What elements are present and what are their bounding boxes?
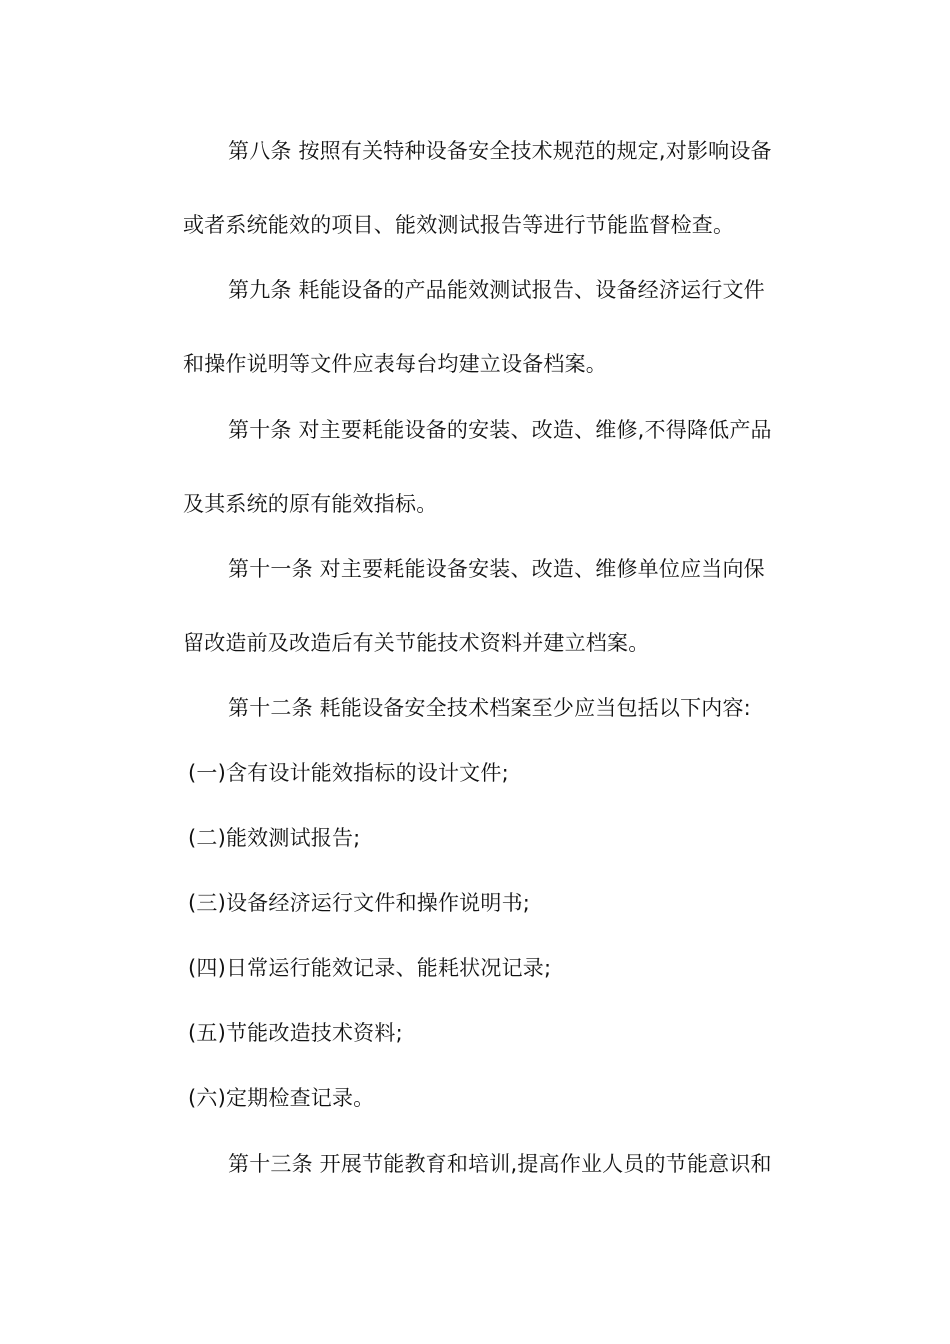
article-9-line-1: 第九条 耗能设备的产品能效测试报告、设备经济运行文件 — [228, 278, 765, 302]
article-13-line-1: 第十三条 开展节能教育和培训,提高作业人员的节能意识和 — [228, 1152, 772, 1176]
article-11-line-2: 留改造前及改造后有关节能技术资料并建立档案。 — [183, 631, 650, 655]
list-item: (三)设备经济运行文件和操作说明书; — [188, 891, 531, 915]
article-11-line-1: 第十一条 对主要耗能设备安装、改造、维修单位应当向保 — [228, 557, 765, 581]
article-10-line-1: 第十条 对主要耗能设备的安装、改造、维修,不得降低产品 — [228, 418, 772, 442]
list-item: (六)定期检查记录。 — [188, 1086, 375, 1110]
article-12-line-1: 第十二条 耗能设备安全技术档案至少应当包括以下内容: — [228, 696, 751, 720]
list-item: (五)节能改造技术资料; — [188, 1021, 403, 1045]
article-9-line-2: 和操作说明等文件应表每台均建立设备档案。 — [183, 352, 607, 376]
list-item: (二)能效测试报告; — [188, 826, 361, 850]
article-10-line-2: 及其系统的原有能效指标。 — [183, 492, 438, 516]
list-item: (一)含有设计能效指标的设计文件; — [188, 761, 509, 785]
article-8-line-1: 第八条 按照有关特种设备安全技术规范的规定,对影响设备 — [228, 139, 772, 163]
list-item: (四)日常运行能效记录、能耗状况记录; — [188, 956, 552, 980]
article-8-line-2: 或者系统能效的项目、能效测试报告等进行节能监督检查。 — [183, 213, 735, 237]
